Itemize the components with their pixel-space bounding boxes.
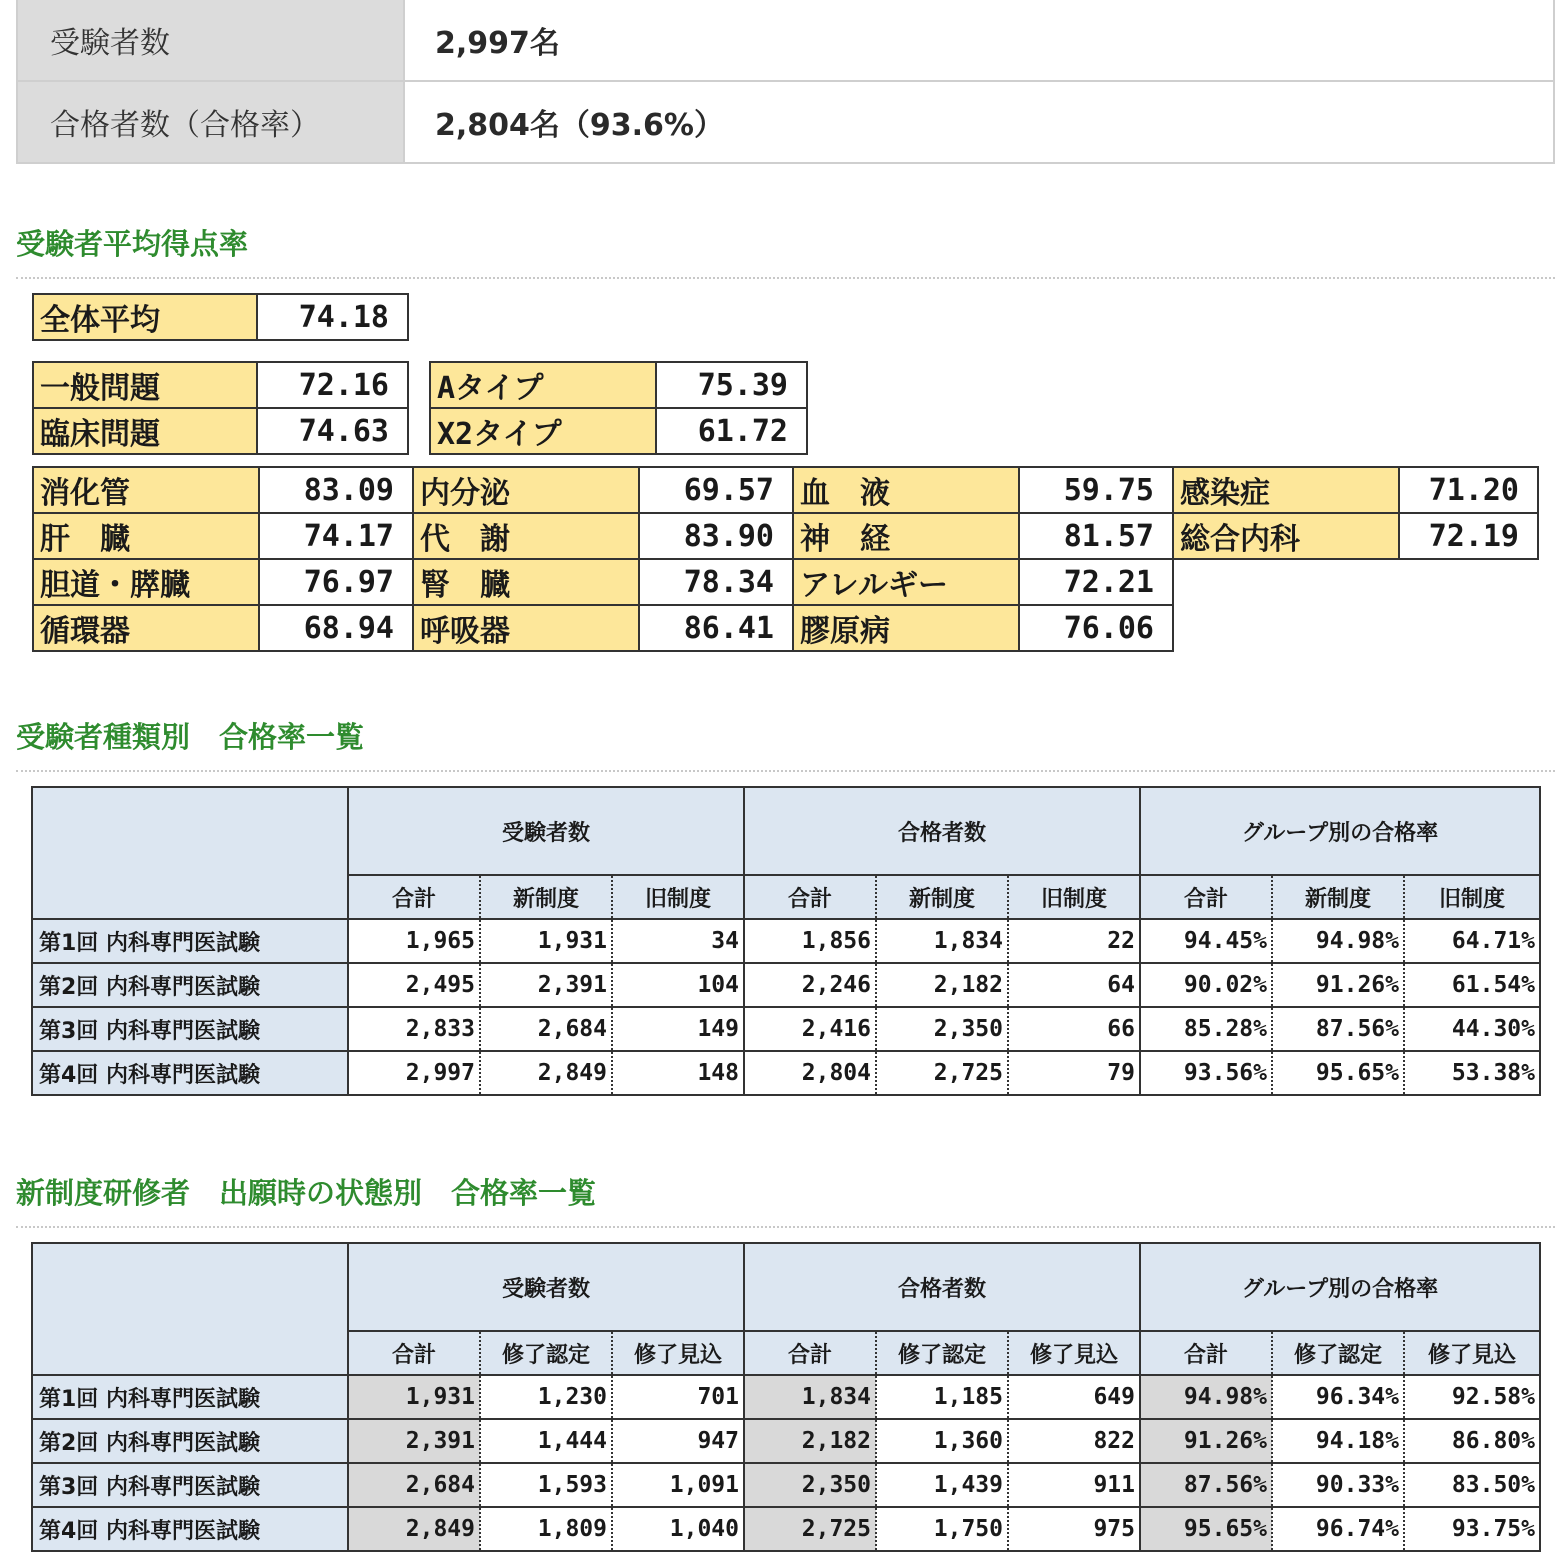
row-label: 第2回 内科専門医試験 [32,963,348,1007]
cell: 1,185 [876,1375,1008,1419]
section-title-average-score: 受験者平均得点率 [16,222,1555,279]
field-label: 呼吸器 [413,605,639,651]
cell: 86.80% [1404,1419,1540,1463]
row-label: 第3回 内科専門医試験 [32,1463,348,1507]
field-value: 81.57 [1019,513,1173,559]
field-label: 消化管 [33,467,259,513]
cell: 2,725 [744,1507,876,1551]
field-value: 69.57 [639,467,793,513]
sub-header: 旧制度 [1008,875,1140,919]
sub-header: 修了認定 [480,1331,612,1375]
cell: 1,593 [480,1463,612,1507]
group-header: グループ別の合格率 [1140,787,1540,875]
score-label: Aタイプ [430,362,656,408]
field-value: 86.41 [639,605,793,651]
row-label: 第1回 内科専門医試験 [32,1375,348,1419]
cell: 104 [612,963,744,1007]
field-value: 78.34 [639,559,793,605]
cell: 2,997 [348,1051,480,1095]
sub-header: 合計 [744,875,876,919]
field-row [33,559,1538,605]
cell: 1,834 [744,1375,876,1419]
cell: 149 [612,1007,744,1051]
cell: 2,350 [876,1007,1008,1051]
cell: 94.18% [1272,1419,1404,1463]
cell: 1,230 [480,1375,612,1419]
table-row [32,1463,1540,1507]
group-header: 合格者数 [744,1243,1140,1331]
row-label: 第4回 内科専門医試験 [32,1051,348,1095]
cell: 66 [1008,1007,1140,1051]
field-label: 神 経 [793,513,1019,559]
cell: 2,350 [744,1463,876,1507]
cell: 701 [612,1375,744,1419]
cell: 1,931 [480,919,612,963]
cell: 1,834 [876,919,1008,963]
field-row [33,605,1538,651]
cell: 1,091 [612,1463,744,1507]
field-value: 68.94 [259,605,413,651]
summary-value: 2,997名 [404,0,1554,81]
table-row [32,919,1540,963]
summary-value: 2,804名（93.6%） [404,81,1554,163]
field-value: 59.75 [1019,467,1173,513]
corner-header [32,787,348,919]
table-row [32,1051,1540,1095]
corner-header [32,1243,348,1375]
cell: 96.74% [1272,1507,1404,1551]
table-row [32,1419,1540,1463]
sub-header: 合計 [744,1331,876,1375]
empty-cell [1173,559,1538,605]
field-label: 循環器 [33,605,259,651]
field-value: 74.17 [259,513,413,559]
cell: 1,444 [480,1419,612,1463]
summary-label: 受験者数 [17,0,404,81]
pass-rate-by-status-table [31,1242,1541,1552]
row-label: 第1回 内科専門医試験 [32,919,348,963]
cell: 95.65% [1140,1507,1272,1551]
cell: 2,833 [348,1007,480,1051]
summary-row [17,81,1554,163]
table-row [32,1507,1540,1551]
cell: 93.56% [1140,1051,1272,1095]
table-row [32,1007,1540,1051]
sub-header: 新制度 [1272,875,1404,919]
cell: 1,856 [744,919,876,963]
cell: 1,360 [876,1419,1008,1463]
group-header: 受験者数 [348,787,744,875]
cell: 83.50% [1404,1463,1540,1507]
sub-header: 修了認定 [1272,1331,1404,1375]
cell: 64.71% [1404,919,1540,963]
cell: 2,849 [348,1507,480,1551]
cell: 94.98% [1272,919,1404,963]
field-label: 内分泌 [413,467,639,513]
cell: 96.34% [1272,1375,1404,1419]
cell: 1,439 [876,1463,1008,1507]
cell: 2,725 [876,1051,1008,1095]
field-value: 72.21 [1019,559,1173,605]
row-label: 第4回 内科専門医試験 [32,1507,348,1551]
cell: 87.56% [1140,1463,1272,1507]
cell: 22 [1008,919,1140,963]
sub-header: 合計 [348,1331,480,1375]
group-header: 受験者数 [348,1243,744,1331]
score-value: 74.63 [257,408,408,454]
field-label: 代 謝 [413,513,639,559]
sub-header: 新制度 [876,875,1008,919]
cell: 91.26% [1140,1419,1272,1463]
pass-rate-by-type-table [31,786,1541,1096]
section-title-pass-rate-by-status: 新制度研修者 出願時の状態別 合格率一覧 [16,1171,1555,1228]
cell: 34 [612,919,744,963]
cell: 2,684 [348,1463,480,1507]
section-title-pass-rate-by-type: 受験者種類別 合格率一覧 [16,715,1555,772]
sub-header: 修了見込 [1404,1331,1540,1375]
cell: 64 [1008,963,1140,1007]
field-value: 71.20 [1399,467,1538,513]
row-label: 第3回 内科専門医試験 [32,1007,348,1051]
field-label: 肝 臓 [33,513,259,559]
empty-cell [1173,605,1538,651]
cell: 79 [1008,1051,1140,1095]
table-row [32,1375,1540,1419]
score-value: 75.39 [656,362,807,408]
field-row [33,513,1538,559]
sub-header: 修了認定 [876,1331,1008,1375]
group-header: グループ別の合格率 [1140,1243,1540,1331]
sub-header: 修了見込 [612,1331,744,1375]
sub-header: 修了見込 [1008,1331,1140,1375]
field-value: 72.19 [1399,513,1538,559]
format-type-table [429,361,808,455]
score-label: 臨床問題 [33,408,257,454]
cell: 148 [612,1051,744,1095]
cell: 2,684 [480,1007,612,1051]
cell: 53.38% [1404,1051,1540,1095]
cell: 93.75% [1404,1507,1540,1551]
row-label: 第2回 内科専門医試験 [32,1419,348,1463]
sub-header: 旧制度 [612,875,744,919]
table-row [32,963,1540,1007]
cell: 92.58% [1404,1375,1540,1419]
cell: 2,391 [480,963,612,1007]
cell: 2,495 [348,963,480,1007]
field-value: 76.06 [1019,605,1173,651]
score-value: 61.72 [656,408,807,454]
cell: 911 [1008,1463,1140,1507]
cell: 90.33% [1272,1463,1404,1507]
cell: 1,750 [876,1507,1008,1551]
sub-header: 合計 [348,875,480,919]
cell: 2,416 [744,1007,876,1051]
sub-header: 旧制度 [1404,875,1540,919]
cell: 2,182 [744,1419,876,1463]
cell: 822 [1008,1419,1140,1463]
cell: 2,849 [480,1051,612,1095]
field-row [33,467,1538,513]
score-value: 74.18 [257,294,408,340]
exam-summary-table [16,0,1555,164]
field-value: 83.90 [639,513,793,559]
cell: 1,931 [348,1375,480,1419]
sub-header: 新制度 [480,875,612,919]
field-label: 感染症 [1173,467,1399,513]
question-type-table [32,361,409,455]
cell: 90.02% [1140,963,1272,1007]
field-score-table [32,466,1539,652]
summary-label: 合格者数（合格率） [17,81,404,163]
cell: 649 [1008,1375,1140,1419]
field-label: アレルギー [793,559,1019,605]
overall-average-table [32,293,409,341]
field-value: 76.97 [259,559,413,605]
cell: 2,391 [348,1419,480,1463]
cell: 94.98% [1140,1375,1272,1419]
cell: 87.56% [1272,1007,1404,1051]
field-label: 腎 臓 [413,559,639,605]
cell: 85.28% [1140,1007,1272,1051]
sub-header: 合計 [1140,875,1272,919]
field-label: 血 液 [793,467,1019,513]
sub-header: 合計 [1140,1331,1272,1375]
field-label: 胆道・膵臓 [33,559,259,605]
cell: 1,965 [348,919,480,963]
cell: 947 [612,1419,744,1463]
cell: 1,040 [612,1507,744,1551]
score-label: 一般問題 [33,362,257,408]
cell: 91.26% [1272,963,1404,1007]
field-label: 膠原病 [793,605,1019,651]
cell: 2,246 [744,963,876,1007]
score-value: 72.16 [257,362,408,408]
cell: 2,804 [744,1051,876,1095]
field-value: 83.09 [259,467,413,513]
field-label: 総合内科 [1173,513,1399,559]
cell: 975 [1008,1507,1140,1551]
cell: 95.65% [1272,1051,1404,1095]
cell: 1,809 [480,1507,612,1551]
group-header: 合格者数 [744,787,1140,875]
cell: 44.30% [1404,1007,1540,1051]
cell: 94.45% [1140,919,1272,963]
summary-row [17,0,1554,81]
cell: 61.54% [1404,963,1540,1007]
score-label: 全体平均 [33,294,257,340]
score-label: X2タイプ [430,408,656,454]
cell: 2,182 [876,963,1008,1007]
